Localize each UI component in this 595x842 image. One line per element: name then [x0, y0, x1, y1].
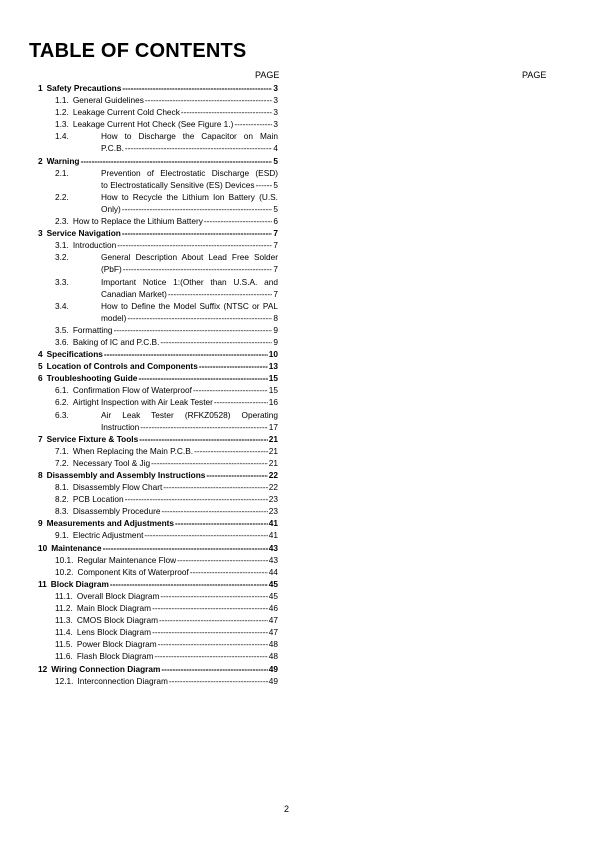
toc-leader-dashes — [163, 481, 267, 493]
toc-entry-page: 10 — [268, 349, 278, 360]
toc-entry-page: 47 — [268, 627, 278, 638]
toc-entry-number: 1 — [38, 83, 43, 93]
toc-leader-dashes — [204, 215, 272, 227]
toc-entry-title-line2: P.C.B. — [101, 143, 124, 154]
toc-entry[interactable] — [38, 626, 278, 638]
toc-entry-number: 11.6. — [55, 651, 73, 662]
toc-entry-title: Introduction — [72, 240, 117, 251]
toc-chapter[interactable] — [38, 469, 278, 481]
toc-entry-title: Airtight Inspection with Air Leak Tester — [72, 397, 213, 408]
toc-entry-number: 8.2. — [55, 494, 69, 505]
toc-entry-title: CMOS Block Diagram — [76, 615, 158, 626]
toc-entry-page: 16 — [268, 397, 278, 408]
toc-entry-title: Wiring Connection Diagram — [51, 663, 161, 674]
toc-leader-dashes — [158, 638, 268, 650]
toc-entry-page: 7 — [273, 288, 278, 299]
toc-entry-page: 21 — [268, 433, 278, 444]
toc-entry-number: 3.5. — [55, 324, 69, 335]
toc-leader-dashes — [104, 348, 268, 360]
toc-leader-dashes — [103, 542, 268, 554]
toc-chapter[interactable] — [38, 578, 278, 590]
toc-entry-title: Component Kits of Waterproof — [77, 566, 189, 577]
toc-entry-page: 3 — [273, 95, 278, 106]
toc-entry[interactable] — [38, 130, 278, 154]
toc-entry-page: 3 — [273, 83, 278, 93]
toc-leader-dashes — [117, 239, 272, 251]
toc-entry-number: 8.1. — [55, 482, 69, 493]
toc-entry-number: 9.1. — [55, 530, 69, 541]
toc-entry[interactable] — [38, 336, 278, 348]
toc-entry-page: 45 — [268, 578, 278, 589]
toc-entry-page: 9 — [273, 324, 278, 335]
toc-entry[interactable] — [38, 324, 278, 336]
toc-entry[interactable] — [38, 106, 278, 118]
toc-chapter[interactable] — [38, 155, 278, 167]
toc-entry-title-line1: How to Recycle the Lithium Ion Battery (U.S. — [101, 191, 278, 202]
toc-entry-number: 3.4. — [55, 300, 69, 311]
page-column-header-left: PAGE — [255, 70, 280, 80]
toc-entry[interactable] — [38, 300, 278, 324]
toc-entry-page: 41 — [268, 530, 278, 541]
toc-leader-dashes — [127, 312, 272, 324]
toc-entry-number: 1.3. — [55, 119, 69, 130]
toc-entry-title: Block Diagram — [50, 578, 109, 589]
toc-entry[interactable] — [38, 529, 278, 541]
toc-chapter[interactable] — [38, 227, 278, 239]
toc-leader-dashes — [114, 324, 273, 336]
toc-entry-number: 7.2. — [55, 457, 69, 468]
toc-entry-title: Regular Maintenance Flow — [77, 554, 177, 565]
toc-entry[interactable] — [38, 276, 278, 300]
toc-entry[interactable] — [38, 191, 278, 215]
toc-leader-dashes — [214, 396, 268, 408]
toc-entry-title: Disassembly and Assembly Instructions — [46, 470, 206, 480]
toc-entry-page: 13 — [268, 361, 278, 372]
toc-entry-title: Warning — [46, 155, 80, 166]
toc-entry-number: 11.5. — [55, 639, 73, 650]
toc-entry-title-line1: Prevention of Electrostatic Discharge (ESD) — [101, 167, 278, 178]
toc-entry-page: 22 — [268, 470, 278, 480]
toc-leader-dashes — [125, 142, 272, 154]
toc-leader-dashes — [161, 505, 267, 517]
toc-entry-title: Formatting — [72, 324, 113, 335]
toc-leader-dashes — [161, 663, 267, 675]
page-title: TABLE OF CONTENTS — [29, 40, 247, 62]
toc-entry-number: 1.1. — [55, 95, 69, 106]
toc-leader-dashes — [160, 590, 267, 602]
toc-entry-title-line2: Instruction — [101, 421, 140, 432]
toc-entry-number: 3.1. — [55, 240, 69, 251]
toc-entry-number: 11.2. — [55, 603, 73, 614]
toc-entry-number: 3.6. — [55, 336, 69, 347]
toc-entry[interactable] — [38, 505, 278, 517]
toc-entry-number: 4 — [38, 349, 43, 360]
toc-entry-page: 47 — [268, 615, 278, 626]
toc-entry-number: 11.3. — [55, 615, 73, 626]
toc-leader-dashes — [177, 554, 268, 566]
toc-chapter[interactable] — [38, 663, 278, 675]
toc-entry-title: Power Block Diagram — [76, 639, 157, 650]
toc-entry-number: 6.2. — [55, 397, 69, 408]
toc-entry-title-line1: How to Discharge the Capacitor on Main — [101, 131, 278, 142]
toc-entry-page: 5 — [273, 155, 278, 166]
toc-entry-title: Service Navigation — [46, 228, 121, 239]
toc-entry-title: Service Fixture & Tools — [46, 433, 139, 444]
page-column-header-right: PAGE — [522, 70, 547, 80]
toc-leader-dashes — [151, 457, 268, 469]
toc-chapter[interactable] — [38, 433, 278, 445]
toc-leader-dashes — [199, 360, 268, 372]
toc-leader-dashes — [144, 529, 267, 541]
toc-entry-number: 1.4. — [55, 131, 69, 142]
toc-entry-title: When Replacing the Main P.C.B. — [72, 445, 194, 456]
toc-entry-page: 23 — [268, 506, 278, 517]
toc-entry-page: 44 — [268, 566, 278, 577]
toc-chapter[interactable] — [38, 372, 278, 384]
toc-entry-title: Leakage Current Cold Check — [72, 107, 180, 118]
toc-entry-number: 3.3. — [55, 276, 69, 287]
toc-entry-page: 48 — [268, 639, 278, 650]
toc-entry-title: Specifications — [46, 349, 103, 360]
toc-entry-number: 5 — [38, 361, 43, 372]
toc-entry-page: 3 — [273, 119, 278, 130]
toc-leader-dashes — [154, 650, 267, 662]
toc-leader-dashes — [140, 421, 267, 433]
toc-leader-dashes — [122, 227, 273, 239]
toc-entry-page: 22 — [268, 482, 278, 493]
toc-entry-title: How to Replace the Lithium Battery — [72, 216, 203, 227]
toc-entry-page: 45 — [268, 590, 278, 601]
toc-entry[interactable] — [38, 675, 278, 687]
toc-entry[interactable] — [38, 566, 278, 578]
toc-leader-dashes — [122, 82, 272, 94]
toc-leader-dashes — [256, 179, 273, 191]
toc-entry-number: 2.2. — [55, 191, 69, 202]
toc-entry-title-line2: model) — [101, 312, 127, 323]
toc-entry-title: Electric Adjustment — [72, 530, 144, 541]
toc-entry-title: Main Block Diagram — [76, 603, 152, 614]
table-of-contents — [38, 82, 278, 687]
toc-entry-page: 6 — [273, 216, 278, 227]
toc-entry-title: General Guidelines — [72, 95, 144, 106]
toc-entry-title-line2: Canadian Market) — [101, 288, 167, 299]
toc-entry-page: 7 — [273, 264, 278, 275]
toc-leader-dashes — [81, 155, 273, 167]
toc-entry-number: 3.2. — [55, 252, 69, 263]
toc-leader-dashes — [123, 263, 273, 275]
toc-entry[interactable] — [38, 445, 278, 457]
toc-entry[interactable] — [38, 118, 278, 130]
toc-entry-title: Disassembly Flow Chart — [72, 482, 163, 493]
toc-leader-dashes — [152, 602, 268, 614]
toc-leader-dashes — [125, 493, 268, 505]
toc-entry-number: 2.1. — [55, 167, 69, 178]
toc-leader-dashes — [193, 384, 268, 396]
toc-entry[interactable] — [38, 457, 278, 469]
toc-entry-number: 2 — [38, 155, 43, 166]
toc-leader-dashes — [190, 566, 268, 578]
toc-entry-title: Interconnection Diagram — [77, 675, 168, 686]
toc-chapter[interactable] — [38, 517, 278, 529]
toc-entry-title: Maintenance — [51, 542, 102, 553]
toc-entry[interactable] — [38, 493, 278, 505]
toc-entry[interactable] — [38, 384, 278, 396]
toc-entry-page: 5 — [273, 179, 278, 190]
toc-entry-number: 6.1. — [55, 385, 69, 396]
toc-entry-title-line2: (PbF) — [101, 264, 122, 275]
toc-entry-title: Flash Block Diagram — [76, 651, 154, 662]
toc-entry-title-line2: Only) — [101, 203, 121, 214]
toc-entry-title: Troubleshooting Guide — [46, 373, 138, 384]
toc-entry-page: 49 — [268, 675, 278, 686]
toc-entry-number: 3 — [38, 228, 43, 239]
toc-leader-dashes — [139, 433, 268, 445]
toc-entry-number: 10.1. — [55, 554, 74, 565]
toc-entry[interactable] — [38, 167, 278, 191]
toc-leader-dashes — [152, 626, 268, 638]
toc-entry-page: 23 — [268, 494, 278, 505]
toc-entry-number: 9 — [38, 518, 43, 529]
toc-entry-page: 4 — [273, 143, 278, 154]
toc-entry-page: 9 — [273, 336, 278, 347]
toc-leader-dashes — [110, 578, 268, 590]
toc-entry-page: 7 — [273, 228, 278, 239]
toc-entry-title: Disassembly Procedure — [72, 506, 161, 517]
toc-chapter[interactable] — [38, 542, 278, 554]
toc-entry-number: 8.3. — [55, 506, 69, 517]
toc-leader-dashes — [194, 445, 268, 457]
toc-chapter[interactable] — [38, 348, 278, 360]
toc-entry-page: 41 — [268, 518, 278, 529]
toc-entry-page: 5 — [273, 203, 278, 214]
toc-entry[interactable] — [38, 396, 278, 408]
toc-entry-title: Leakage Current Hot Check (See Figure 1.) — [72, 119, 234, 130]
toc-leader-dashes — [138, 372, 267, 384]
toc-entry[interactable] — [38, 554, 278, 566]
toc-entry-number: 10 — [38, 542, 48, 553]
toc-entry-title: Location of Controls and Components — [46, 361, 198, 372]
toc-entry-page: 21 — [268, 457, 278, 468]
toc-entry-page: 3 — [273, 107, 278, 118]
toc-entry-title: Baking of IC and P.C.B. — [72, 336, 160, 347]
toc-leader-dashes — [160, 336, 272, 348]
toc-entry[interactable] — [38, 215, 278, 227]
toc-entry[interactable] — [38, 590, 278, 602]
toc-entry[interactable] — [38, 94, 278, 106]
toc-entry-page: 7 — [273, 240, 278, 251]
toc-entry-title: Measurements and Adjustments — [46, 518, 175, 529]
toc-entry-page: 21 — [268, 445, 278, 456]
toc-entry[interactable] — [38, 650, 278, 662]
toc-leader-dashes — [175, 517, 268, 529]
toc-entry-page: 49 — [268, 663, 278, 674]
toc-entry-number: 8 — [38, 470, 43, 480]
toc-entry-page: 43 — [268, 542, 278, 553]
toc-entry-page: 17 — [268, 421, 278, 432]
toc-entry-number: 1.2. — [55, 107, 69, 118]
toc-entry-page: 46 — [268, 603, 278, 614]
toc-entry-number: 11.4. — [55, 627, 73, 638]
toc-entry-title: Safety Precautions — [46, 83, 122, 93]
toc-chapter[interactable] — [38, 360, 278, 372]
toc-entry-number: 11.1. — [55, 590, 73, 601]
toc-leader-dashes — [168, 288, 272, 300]
toc-entry-number: 10.2. — [55, 566, 74, 577]
toc-entry-page: 48 — [268, 651, 278, 662]
toc-entry-number: 2.3. — [55, 216, 69, 227]
toc-entry-title: Lens Block Diagram — [76, 627, 152, 638]
toc-leader-dashes — [122, 203, 273, 215]
toc-entry[interactable] — [38, 251, 278, 275]
toc-leader-dashes — [159, 614, 268, 626]
toc-entry-number: 6.3. — [55, 409, 69, 420]
toc-entry-title-line1: Important Notice 1:(Other than U.S.A. and — [101, 276, 278, 287]
toc-entry-number: 12 — [38, 663, 48, 674]
toc-leader-dashes — [181, 106, 273, 118]
toc-entry-title-line2: to Electrostatically Sensitive (ES) Devices — [101, 179, 255, 190]
toc-entry-page: 15 — [268, 373, 278, 384]
toc-entry-page: 15 — [268, 385, 278, 396]
page-number: 2 — [284, 804, 290, 814]
toc-leader-dashes — [206, 469, 267, 481]
toc-entry-page: 8 — [273, 312, 278, 323]
toc-entry-number: 11 — [38, 578, 47, 589]
toc-entry-title-line1: General Description About Lead Free Solder — [101, 252, 278, 263]
toc-entry[interactable] — [38, 638, 278, 650]
toc-entry-title-line1: Air Leak Tester (RFKZ0528) Operating — [101, 409, 278, 420]
toc-chapter[interactable] — [38, 82, 278, 94]
toc-entry[interactable] — [38, 239, 278, 251]
toc-entry[interactable] — [38, 481, 278, 493]
toc-entry[interactable] — [38, 602, 278, 614]
toc-entry-number: 6 — [38, 373, 43, 384]
toc-entry[interactable] — [38, 409, 278, 433]
toc-entry-title: Confirmation Flow of Waterproof — [72, 385, 192, 396]
toc-entry-page: 43 — [268, 554, 278, 565]
toc-entry-title: PCB Location — [72, 494, 124, 505]
toc-entry[interactable] — [38, 614, 278, 626]
toc-entry-number: 7.1. — [55, 445, 69, 456]
toc-leader-dashes — [145, 94, 273, 106]
toc-entry-number: 12.1. — [55, 675, 74, 686]
toc-entry-number: 7 — [38, 433, 43, 444]
toc-entry-title: Necessary Tool & Jig — [72, 457, 151, 468]
toc-entry-title-line1: How to Define the Model Suffix (NTSC or PAL — [101, 300, 278, 311]
toc-entry-title: Overall Block Diagram — [76, 590, 160, 601]
toc-leader-dashes — [169, 675, 268, 687]
toc-leader-dashes — [234, 118, 272, 130]
